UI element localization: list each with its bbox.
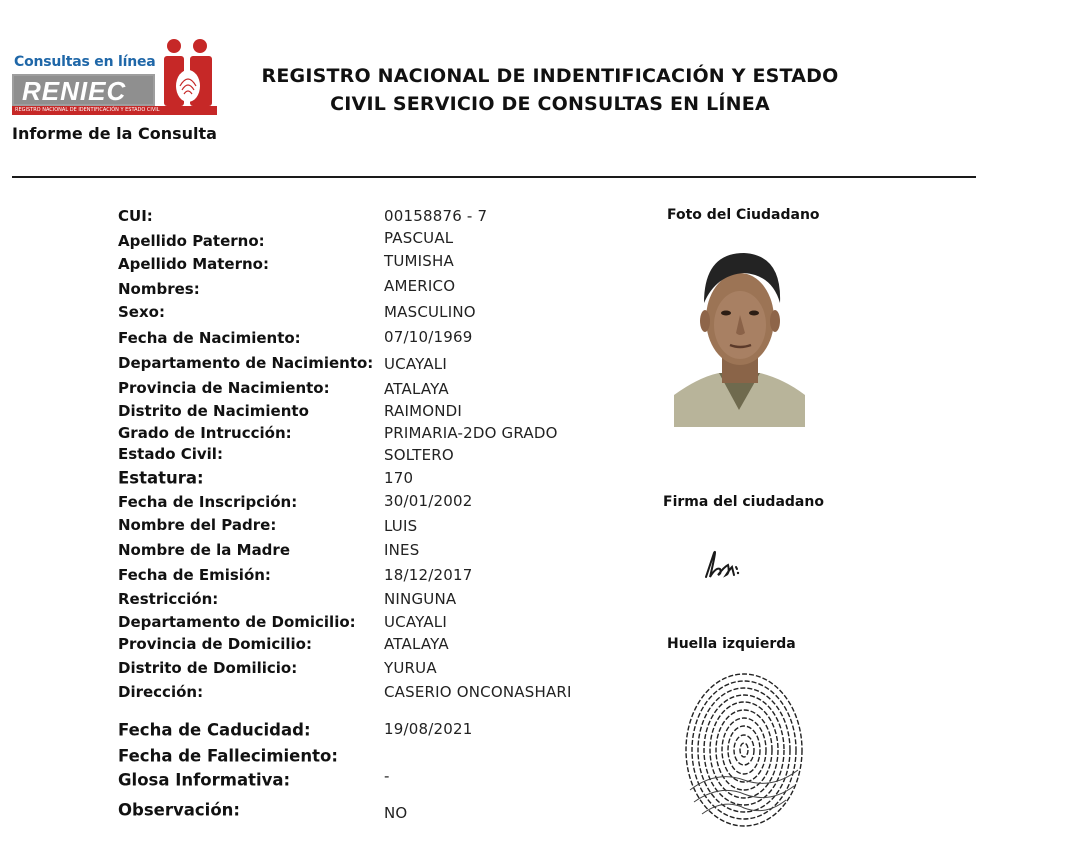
field-label-estado-civil: Estado Civil: [118,445,223,463]
photo-label: Foto del Ciudadano [667,207,820,223]
field-value-nombres: AMERICO [384,277,456,295]
document-title-line2: CIVIL SERVICIO DE CONSULTAS EN LÍNEA [330,93,770,115]
field-label-nombre-madre: Nombre de la Madre [118,541,290,559]
field-value-departamento-domicilio: UCAYALI [384,613,447,631]
field-value-distrito-domicilio: YURUA [384,659,437,677]
field-label-fecha-inscripcion: Fecha de Inscripción: [118,493,298,511]
field-value-apellido-paterno: PASCUAL [384,229,454,247]
logo-brand-box [12,74,155,106]
fingerprint-label: Huella izquierda [667,636,796,652]
field-value-cui: 00158876 - 7 [384,207,488,225]
report-label: Informe de la Consulta [12,124,217,143]
field-label-apellido-materno: Apellido Materno: [118,255,269,273]
field-label-fecha-emision: Fecha de Emisión: [118,566,271,584]
field-value-restriccion: NINGUNA [384,590,457,608]
field-value-provincia-domicilio: ATALAYA [384,635,449,653]
reniec-logo [12,38,217,118]
field-value-apellido-materno: TUMISHA [384,252,454,270]
field-label-cui: CUI: [118,207,153,225]
field-value-provincia-nacimiento: ATALAYA [384,380,449,398]
reniec-logo-mark-icon [158,38,218,108]
field-value-grado-instruccion: PRIMARIA-2DO GRADO [384,424,558,442]
field-value-estatura: 170 [384,469,414,487]
field-value-nombre-padre: LUIS [384,517,418,535]
field-value-estado-civil: SOLTERO [384,446,454,464]
field-label-restriccion: Restricción: [118,590,219,608]
citizen-photo-icon [674,245,805,427]
signature-icon [700,545,750,585]
field-label-glosa-informativa: Glosa Informativa: [118,770,291,790]
field-value-direccion: CASERIO ONCONASHARI [384,683,572,701]
document-title-line1: REGISTRO NACIONAL DE INDENTIFICACIÓN Y ESTADO [261,65,839,87]
field-label-fecha-nacimiento: Fecha de Nacimiento: [118,329,301,347]
field-value-fecha-inscripcion: 30/01/2002 [384,492,473,510]
logo-brand: RENIEC [22,76,127,106]
field-value-fecha-emision: 18/12/2017 [384,566,473,584]
field-label-grado-instruccion: Grado de Intrucción: [118,424,292,442]
field-label-apellido-paterno: Apellido Paterno: [118,232,265,250]
logo-subtitle: REGISTRO NACIONAL DE IDENTIFICACIÓN Y ESTADO CIVIL [12,106,217,115]
field-label-nombres: Nombres: [118,280,200,298]
field-value-sexo: MASCULINO [384,303,476,321]
field-label-nombre-padre: Nombre del Padre: [118,516,277,534]
field-label-estatura: Estatura: [118,468,204,488]
signature-label: Firma del ciudadano [663,494,824,510]
field-label-provincia-nacimiento: Provincia de Nacimiento: [118,379,330,397]
header-divider [12,176,976,178]
field-label-observacion: Observación: [118,800,240,820]
document-title [240,62,860,118]
field-label-departamento-nacimiento: Departamento de Nacimiento: [118,354,374,372]
field-label-provincia-domicilio: Provincia de Domicilio: [118,635,312,653]
field-value-fecha-caducidad: 19/08/2021 [384,720,473,738]
logo-tagline: Consultas en línea [14,54,156,70]
field-value-observacion: NO [384,804,408,822]
field-value-nombre-madre: INES [384,541,420,559]
field-label-departamento-domicilio: Departamento de Domicilio: [118,613,356,631]
field-value-fecha-nacimiento: 07/10/1969 [384,328,473,346]
field-value-glosa-informativa: - [384,767,390,785]
field-label-distrito-nacimiento: Distrito de Nacimiento [118,402,309,420]
field-value-distrito-nacimiento: RAIMONDI [384,402,463,420]
field-label-sexo: Sexo: [118,303,165,321]
field-label-fecha-fallecimiento: Fecha de Fallecimiento: [118,746,338,766]
field-value-departamento-nacimiento: UCAYALI [384,355,447,373]
field-label-direccion: Dirección: [118,683,204,701]
field-label-fecha-caducidad: Fecha de Caducidad: [118,720,311,740]
field-label-distrito-domicilio: Distrito de Domilicio: [118,659,298,677]
fingerprint-icon [676,670,812,838]
